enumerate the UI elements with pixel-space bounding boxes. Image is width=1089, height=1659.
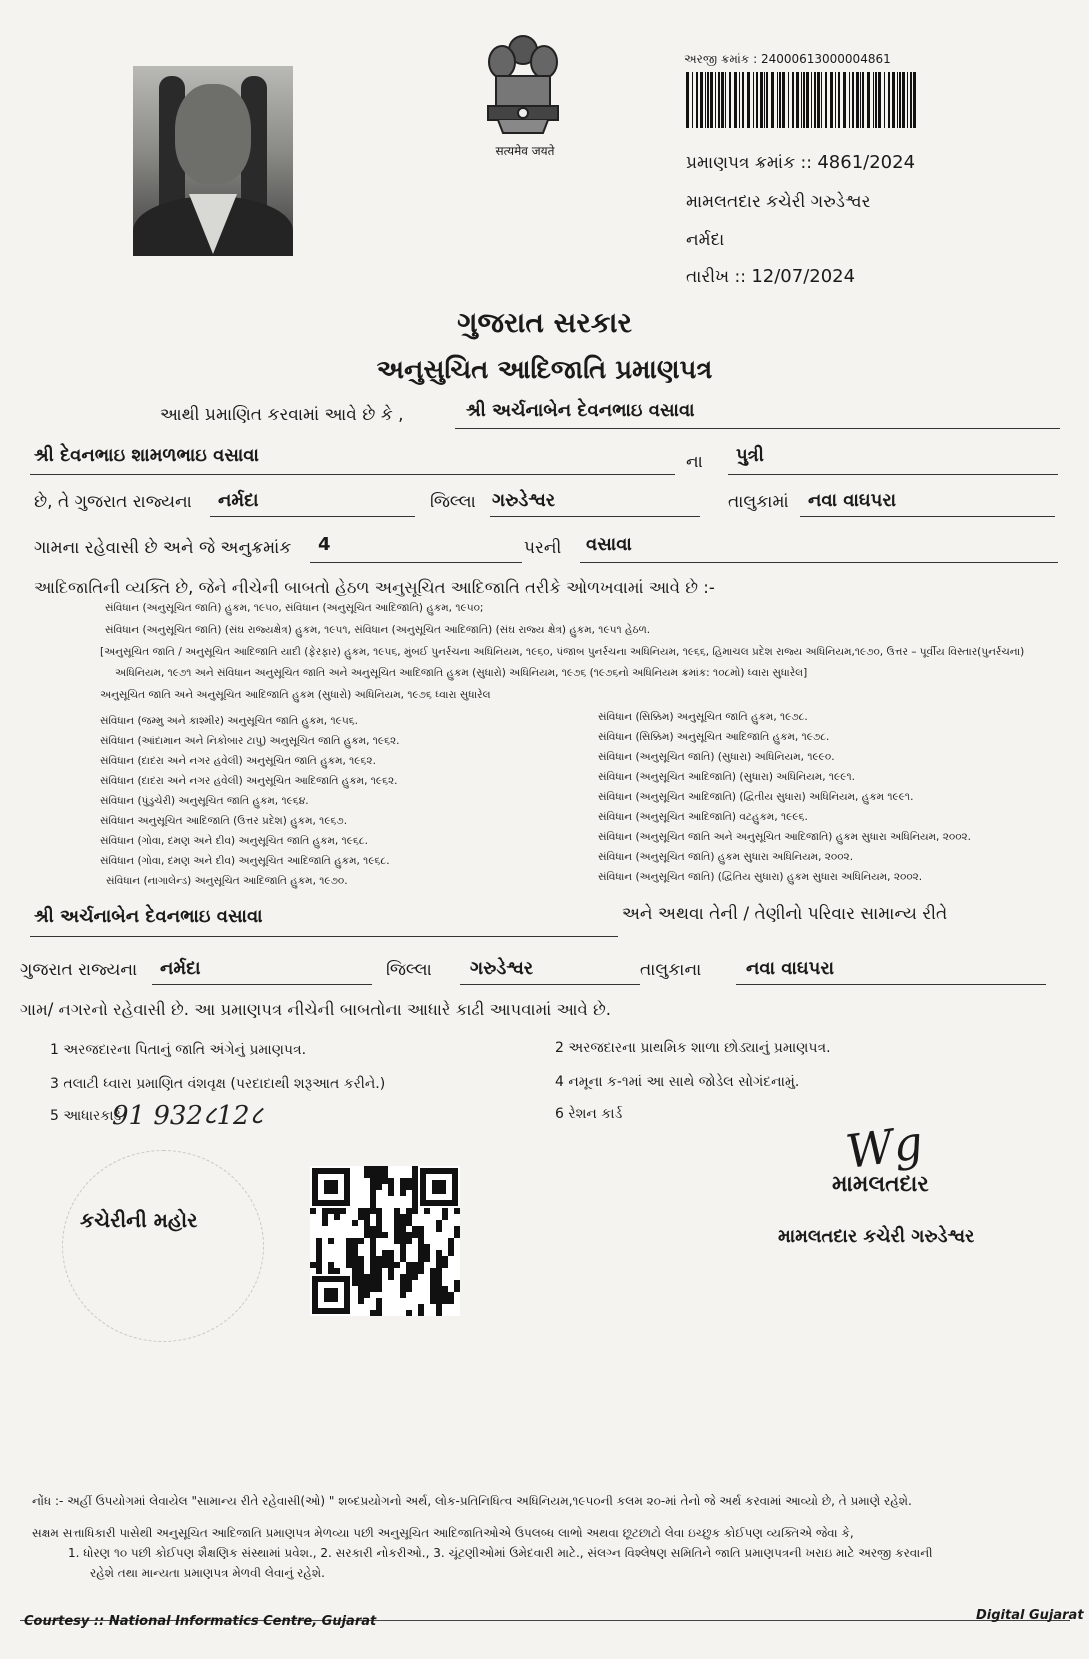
government-title: ગુજરાત સરકાર [457, 306, 632, 339]
residence-district-value: નર્મદા [160, 958, 201, 979]
order-left: સંવિધાન (જમ્મુ અને કાશ્મીર) અનુસૂચિત જાતિ હુકમ, ૧૯૫૬. [100, 715, 358, 727]
note-definition: નોંધ :- અહીં ઉપયોગમાં લેવાયેલ "સામાન્ય રીતે રહેવાસી(ઓ) " શબ્દપ્રયોગનો અર્થ, લોક-પ્રતિનિધિત્વ અધિનિયમ,૧૯૫૦ની કલમ ૨૦-માં તેનો જે અર્થ કરવામાં આવ્યો છે, તે પ્રમાણે રહેશે. [32, 1494, 912, 1508]
tribe-sentence: આદિજાતિની વ્યક્તિ છે, જેને નીચેની બાબતો હેઠળ અનુસૂચિત આદિજાતિ તરીકે ઓળખવામાં આવે છે :- [34, 578, 715, 597]
order-left: સંવિધાન (દાદરા અને નગર હવેલી) અનુસૂચિત આદિજાતિ હુકમ, ૧૯૬૨. [100, 775, 398, 787]
signatory-office: મામલતદાર કચેરી ગરુડેશ્વર [778, 1226, 975, 1247]
issuing-district: નર્મદા [686, 230, 725, 250]
basis-sentence: ગામ/ નગરનો રહેવાસી છે. આ પ્રમાણપત્ર નીચેની બાબતોના આધારે કાઢી આપવામાં આવે છે. [20, 1000, 612, 1019]
office-seal [62, 1150, 264, 1342]
order-right: સંવિધાન (અનુસૂચિત જાતિ) હુકમ સુધારા અધિનિયમ, ૨૦૦૨. [598, 851, 854, 863]
order-right: સંવિધાન (સિક્કિમ) અનુસૂચિત જાતિ હુકમ, ૧૯૭૮. [598, 711, 808, 723]
document-item: 5 આધારકાર્ડ [50, 1108, 122, 1124]
resident-label: ગામના રહેવાસી છે અને જે અનુક્રમાંક [34, 538, 292, 558]
note-benefits: સક્ષમ સત્તાધિકારી પાસેથી અનુસૂચિત આદિજાતિ પ્રમાણપત્ર મેળવ્યા પછી અનુસૂચિત આદિજાતિઓએ ઉપલબ્ધ લાભો અથવા છૂટછાટો લેવા ઇચ્છુક કોઈપણ વ્યક્તિએ જેવા કે, [32, 1526, 854, 1540]
order-left: સંવિધાન (ગોવા, દમણ અને દીવ) અનુસૂચિત જાતિ હુકમ, ૧૯૬૮. [100, 835, 368, 847]
order-left: સંવિધાન (નાગાલેન્ડ) અનુસૂચિત આદિજાતિ હુકમ, ૧૯૭૦. [106, 875, 348, 887]
certificate-number-label: પ્રમાણપત્ર ક્રમાંક :: [686, 153, 818, 173]
order-line: અધિનિયમ, ૧૯૭૧ અને સંવિધાન અનુસૂચિત જાતિ અને અનુસૂચિત આદિજાતિ હુકમ (સુધારો) અધિનિયમ, ૧૯૭૬ (૧૯૭૬નો અધિનિયમ ક્રમાંક: ૧૦૮મો) ધ્વારા સુધારેલ] [115, 667, 808, 679]
issue-date-value: 12/07/2024 [751, 266, 856, 287]
district-value: નર્મદા [218, 490, 259, 511]
jilla-label: જિલ્લા [430, 492, 476, 512]
footer-courtesy: Courtesy :: National Informatics Centre, Gujarat [24, 1614, 377, 1629]
residence-village-value: નવા વાઘપરા [746, 958, 835, 979]
application-number: અરજી ક્રમાંક : 24000613000004861 [684, 52, 891, 66]
certificate-number [686, 152, 915, 173]
village-value: નવા વાઘપરા [808, 490, 897, 511]
residence-state-label: ગુજરાત રાજ્યના [20, 960, 138, 980]
issue-date [686, 266, 855, 287]
issuing-office: મામલતદાર કચેરી ગરુડેશ્વર [686, 192, 871, 212]
document-item: 4 નમૂના ક-૧માં આ સાથે જોડેલ સોગંદનામું. [555, 1074, 800, 1090]
residence-holder-name: શ્રી અર્ચનાબેન દેવનભાઇ વસાવા [34, 906, 263, 927]
certificate-number-value: 4861/2024 [817, 152, 916, 173]
footer-brand: Digital Gujarat [976, 1608, 1084, 1623]
certificate-title: અનુસુચિત આદિજાતિ પ્રમાણપત્ર [376, 355, 713, 385]
note-benefits-list: 1. ધોરણ ૧૦ પછી કોઈપણ શૈક્ષણિક સંસ્થામાં પ્રવેશ., 2. સરકારી નોકરીઓ., 3. ચૂંટણીઓમાં ઉમેદવારી માટે., સંલગ્ન વિશ્લેષણ સમિતિને જાતિ પ્રમાણપત્રની ખરાઇ માટે અરજી કરવાની [68, 1546, 933, 1560]
order-right: સંવિધાન (અનુસૂચિત આદિજાતિ) (દ્વિતીય સુધારા) અધિનિયમ, હુકમ ૧૯૯૧. [598, 791, 914, 803]
order-left: સંવિધાન અનુસૂચિત આદિજાતિ (ઉત્તર પ્રદેશ) હુકમ, ૧૯૬૭. [100, 815, 348, 827]
order-right: સંવિધાન (અનુસૂચિત જાતિ અને અનુસૂચિત આદિજાતિ) હુકમ સુધારા અધિનિયમ, ૨૦૦૨. [598, 831, 972, 843]
barcode [686, 72, 918, 128]
family-label: અને અથવા તેની / તેણીનો પરિવાર સામાન્ય રીતે [622, 904, 948, 924]
serial-value: 4 [318, 534, 331, 555]
issue-date-label: તારીખ :: [686, 267, 752, 287]
order-left: સંવિધાન (પુંડુચેરી) અનુસૂચિત જાતિ હુકમ, ૧૯૬૪. [100, 795, 309, 807]
order-right: સંવિધાન (અનુસૂચિત આદિજાતિ) વટહુકમ, ૧૯૯૬. [598, 811, 808, 823]
certify-label: આથી પ્રમાણિત કરવામાં આવે છે કે , [160, 405, 404, 425]
father-name: શ્રી દેવનભાઇ શામળભાઇ વસાવા [34, 445, 259, 466]
order-left: સંવિધાન (દાદરા અને નગર હવેલી) અનુસૂચિત જાતિ હુકમ, ૧૯૬૨. [100, 755, 376, 767]
holder-name: શ્રી અર્ચનાબેન દેવનભાઇ વસાવા [466, 400, 695, 421]
qr-code [310, 1166, 460, 1316]
seal-label: કચેરીની મહોર [80, 1208, 198, 1232]
tribe-value: વસાવા [586, 534, 632, 555]
note-benefits-end: રહેશે તથા માન્યતા પ્રમાણપત્ર મેળવી લેવાનું રહેશે. [90, 1566, 325, 1580]
emblem-motto: सत्यमेव जयते [495, 144, 555, 158]
order-line: [અનુસૂચિત જાતિ / અનુસૂચિત આદિજાતિ યાદી (ફેરફાર) હુકમ, ૧૯૫૬, મુંબઈ પુનર્રચના અધિનિયમ, ૧૯૬૦, પંજાબ પુનર્રચના અધિનિયમ, ૧૯૬૬, હિમાચલ પ્રદેશ રાજ્ય અધિનિયમ,૧૯૭૦, ઉત્તર – પૂર્વીય વિસ્તાર(પુનર્રચના) [100, 646, 1025, 658]
order-right: સંવિધાન (સિક્કિમ) અનુસૂચિત આદિજાતિ હુકમ, ૧૯૭૮. [598, 731, 830, 743]
signature-scribble: Wg [842, 1114, 927, 1180]
order-right: સંવિધાન (અનુસૂચિત આદિજાતિ) (સુધારા) અધિનિયમ, ૧૯૯૧. [598, 771, 855, 783]
parni-label: પરની [524, 538, 562, 558]
residence-jilla-label: જિલ્લા [386, 960, 432, 980]
order-left: સંવિધાન (આંદામાન અને નિકોબાર ટાપુ) અનુસૂચિત જાતિ હુકમ, ૧૯૬૨. [100, 735, 400, 747]
taluka-value: ગરુડેશ્વર [492, 490, 556, 511]
order-line: અનુસૂચિત જાતિ અને અનુસૂચિત આદિજાતિ હુકમ (સુધારો) અધિનિયમ, ૧૯૭૬ ધ્વારા સુધારેલ [100, 689, 491, 701]
order-line: સંવિધાન (અનુસૂચિત જાતિ) (સંઘ રાજ્યક્ષેત્ર) હુકમ, ૧૯૫૧, સંવિધાન (અનુસૂચિત આદિજાતિ) (સંઘ રાજ્ય ક્ષેત્ર) હુકમ, ૧૯૫૧ હેઠળ. [105, 624, 651, 636]
document-item: 6 રેશન કાર્ડ [555, 1106, 623, 1122]
national-emblem-icon [478, 28, 568, 158]
residence-taluka-value: ગરુડેશ્વર [470, 958, 534, 979]
order-right: સંવિધાન (અનુસૂચિત જાતિ) (દ્વિતિય સુધારા) હુકમ સુધારા અધિનિયમ, ૨૦૦૨. [598, 871, 923, 883]
state-label: છે, તે ગુજરાત રાજ્યના [34, 492, 192, 512]
order-right: સંવિધાન (અનુસૂચિત જાતિ) (સુધારા) અધિનિયમ, ૧૯૯૦. [598, 751, 835, 763]
na-label: ના [686, 452, 703, 472]
relation: પુત્રી [736, 445, 764, 466]
taluka-label: તાલુકામાં [728, 492, 789, 512]
document-item: 2 અરજદારના પ્રાથમિક શાળા છોડ્યાનું પ્રમાણપત્ર. [555, 1040, 831, 1056]
document-item: 1 અરજદારના પિતાનું જાતિ અંગેનું પ્રમાણપત્ર. [50, 1042, 307, 1058]
residence-taluka-label: તાલુકાના [640, 960, 702, 980]
order-left: સંવિધાન (ગોવા, દમણ અને દીવ) અનુસૂચિત આદિજાતિ હુકમ, ૧૯૬૮. [100, 855, 390, 867]
applicant-photo [133, 66, 293, 256]
document-item: 3 તલાટી ધ્વારા પ્રમાણિત વંશવૃક્ષ (પરદાદાથી શરૂઆત કરીને.) [50, 1076, 386, 1092]
signatory-designation: મામલતદાર [832, 1172, 929, 1197]
handwritten-note: 91 932८12८ [112, 1101, 264, 1131]
order-line: સંવિધાન (અનુસૂચિત જાતિ) હુકમ, ૧૯૫૦, સંવિધાન (અનુસૂચિત આદિજાતિ) હુકમ, ૧૯૫૦; [105, 602, 484, 614]
